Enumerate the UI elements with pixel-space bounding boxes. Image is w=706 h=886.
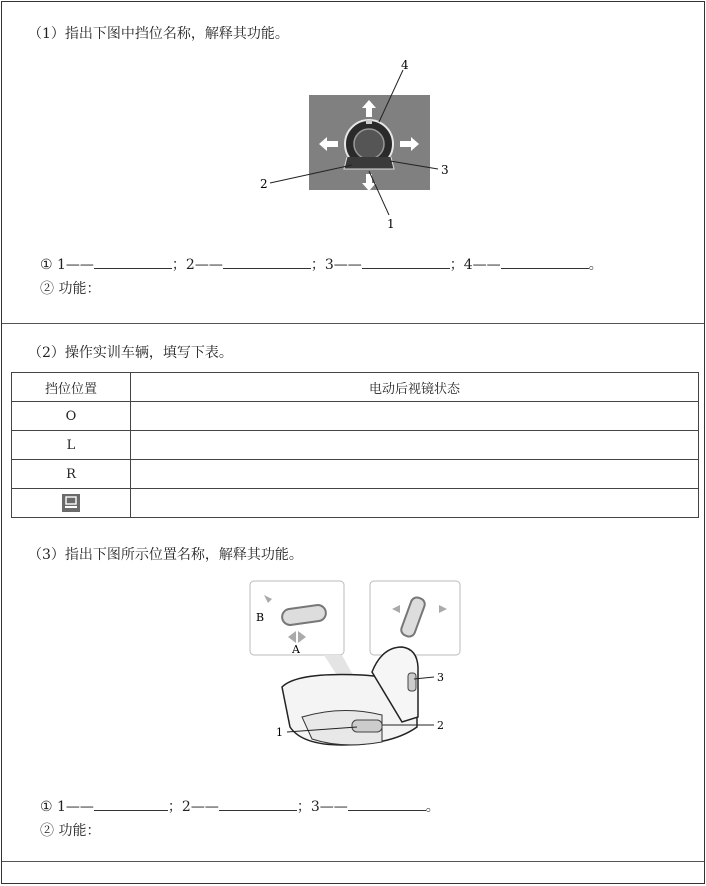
mirror-state-table: [11, 372, 699, 518]
table-row: [12, 460, 699, 489]
section1-fill-line: ① 1—— ；2—— ；3—— ；4—— 。: [40, 257, 603, 273]
section3-title: （3）指出下图所示位置名称，解释其功能。: [28, 547, 303, 563]
mirror-fold-icon: [62, 494, 80, 512]
row-position: O: [12, 402, 131, 431]
worksheet-page: [1, 1, 705, 884]
blank-4[interactable]: [501, 256, 589, 269]
seat-adjust-figure: [242, 577, 482, 757]
header-position: 挡位位置: [12, 373, 131, 402]
blank-1[interactable]: [94, 256, 172, 269]
section3-function-label: ② 功能：: [40, 823, 101, 839]
row-position: L: [12, 431, 131, 460]
callout-2: 2: [437, 719, 444, 732]
table-row: [12, 489, 699, 518]
blank-1[interactable]: [94, 798, 168, 811]
row-state[interactable]: [131, 431, 699, 460]
row-state[interactable]: [131, 460, 699, 489]
callout-B: B: [256, 611, 265, 624]
header-state: 电动后视镜状态: [131, 373, 699, 402]
callout-2: 2: [260, 177, 268, 191]
callout-1: 1: [387, 217, 395, 231]
row-state[interactable]: [131, 402, 699, 431]
callout-1: 1: [276, 726, 283, 739]
section1-function-label: ② 功能：: [40, 281, 101, 297]
callout-4: 4: [401, 58, 409, 72]
row-position: R: [12, 460, 131, 489]
callout-3: 3: [441, 163, 449, 177]
blank-2[interactable]: [223, 256, 311, 269]
section1-title: （1）指出下图中挡位名称，解释其功能。: [28, 26, 289, 42]
blank-2[interactable]: [219, 798, 297, 811]
row-state[interactable]: [131, 489, 699, 518]
callout-A: A: [292, 643, 300, 656]
divider: [2, 323, 704, 324]
section3-fill-line: ① 1—— ；2—— ；3—— 。: [40, 799, 440, 815]
table-row: [12, 402, 699, 431]
row-position: [12, 489, 131, 518]
section2-title: （2）操作实训车辆，填写下表。: [28, 345, 233, 361]
blank-3[interactable]: [348, 798, 426, 811]
table-row: [12, 431, 699, 460]
mirror-switch-figure: [252, 57, 472, 237]
blank-3[interactable]: [362, 256, 450, 269]
callout-3: 3: [437, 671, 444, 684]
divider: [2, 861, 704, 862]
